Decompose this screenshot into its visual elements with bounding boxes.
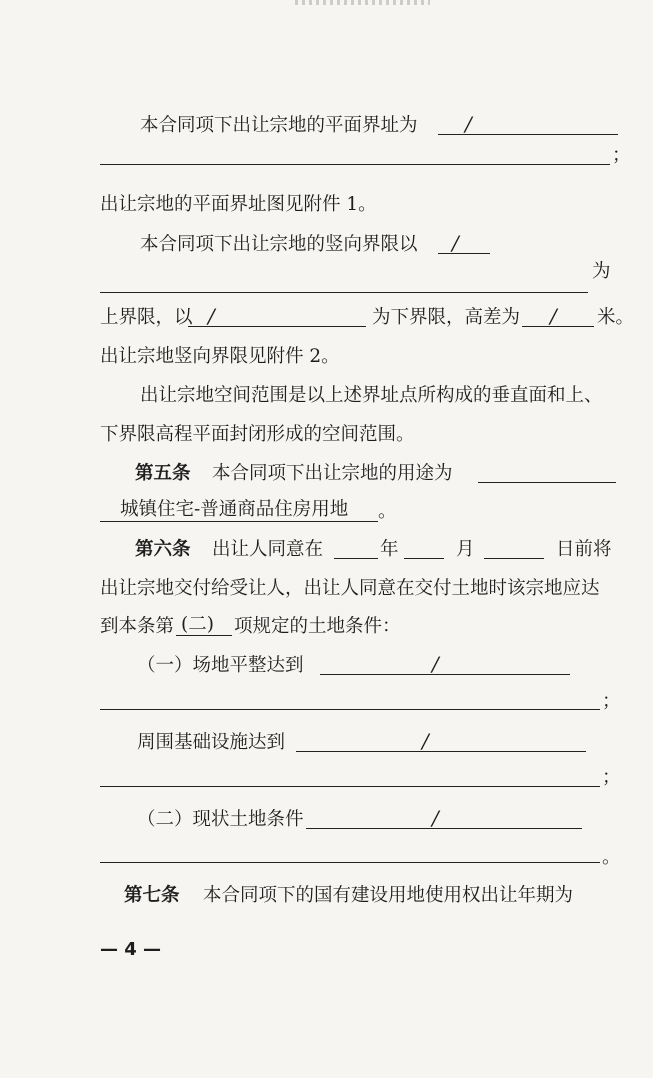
site-leveling-semicolon: ； bbox=[602, 691, 621, 712]
site-leveling-blank bbox=[320, 674, 570, 675]
article-5-blank bbox=[478, 482, 616, 483]
height-diff-unit: 米。 bbox=[597, 307, 635, 328]
lower-limit-text: 为下界限，高差为 bbox=[372, 307, 521, 328]
article-5-label: 第五条 bbox=[135, 463, 191, 484]
site-leveling-text: （一）场地平整达到 bbox=[137, 655, 304, 676]
site-leveling-slash: / bbox=[432, 652, 439, 676]
article-7-text: 本合同项下的国有建设用地使用权出让年期为 bbox=[203, 885, 574, 906]
current-condition-blank bbox=[306, 828, 582, 829]
condition-item-fill: (二) bbox=[181, 614, 214, 635]
planar-boundary-appendix: 出让宗地的平面界址图见附件 1。 bbox=[100, 194, 377, 215]
planar-boundary-blank-2 bbox=[100, 164, 610, 165]
infrastructure-text: 周围基础设施达到 bbox=[137, 732, 286, 753]
page-number: — 4 — bbox=[100, 939, 162, 960]
spatial-scope-line-2: 下界限高程平面封闭形成的空间范围。 bbox=[100, 424, 415, 445]
year-blank bbox=[334, 558, 378, 559]
lower-limit-slash: / bbox=[208, 304, 215, 328]
height-diff-slash: / bbox=[550, 304, 557, 328]
height-diff-blank bbox=[522, 326, 594, 327]
vertical-limit-text: 本合同项下出让宗地的竖向界限以 bbox=[140, 234, 418, 255]
vertical-limit-slash: / bbox=[452, 231, 459, 255]
land-use-fill: 城镇住宅-普通商品住房用地 bbox=[120, 499, 349, 520]
article-5-period: 。 bbox=[378, 501, 397, 522]
planar-boundary-semicolon: ； bbox=[612, 145, 631, 166]
planar-boundary-slash: / bbox=[465, 112, 472, 136]
article-6-line-2: 出让宗地交付给受让人，出让人同意在交付土地时该宗地应达 bbox=[100, 578, 600, 599]
article-6-text-1: 出让人同意在 bbox=[212, 539, 324, 560]
infrastructure-blank bbox=[296, 751, 586, 752]
current-condition-period: 。 bbox=[602, 847, 621, 868]
land-use-blank bbox=[100, 521, 378, 522]
vertical-limit-blank-2 bbox=[100, 292, 588, 293]
month-label: 月 bbox=[456, 539, 475, 560]
site-leveling-blank-2 bbox=[100, 709, 600, 710]
infrastructure-blank-2 bbox=[100, 786, 600, 787]
day-blank bbox=[484, 558, 544, 559]
article-6-label: 第六条 bbox=[135, 539, 191, 560]
vertical-limit-blank bbox=[438, 253, 490, 254]
current-condition-blank-2 bbox=[100, 862, 600, 863]
infrastructure-slash: / bbox=[422, 729, 429, 753]
article-5-text: 本合同项下出让宗地的用途为 bbox=[212, 463, 453, 484]
month-blank bbox=[404, 558, 444, 559]
article-6-line-3a: 到本条第 bbox=[100, 616, 175, 637]
scan-edge-mark bbox=[295, 0, 430, 5]
planar-boundary-text: 本合同项下出让宗地的平面界址为 bbox=[140, 115, 418, 136]
upper-limit-text: 上界限，以 bbox=[100, 307, 193, 328]
year-label: 年 bbox=[380, 539, 399, 560]
article-7-label: 第七条 bbox=[124, 885, 180, 906]
current-condition-slash: / bbox=[432, 806, 439, 830]
current-condition-text: （二）现状土地条件 bbox=[137, 809, 304, 830]
vertical-limit-appendix: 出让宗地竖向界限见附件 2。 bbox=[100, 346, 340, 367]
article-6-text-2: 日前将 bbox=[556, 539, 612, 560]
vertical-limit-wei: 为 bbox=[592, 261, 611, 282]
condition-item-blank bbox=[176, 635, 232, 636]
spatial-scope-line-1: 出让宗地空间范围是以上述界址点所构成的垂直面和上、 bbox=[140, 385, 603, 406]
infrastructure-semicolon: ； bbox=[602, 767, 621, 788]
article-6-line-3b: 项规定的土地条件： bbox=[234, 616, 401, 637]
